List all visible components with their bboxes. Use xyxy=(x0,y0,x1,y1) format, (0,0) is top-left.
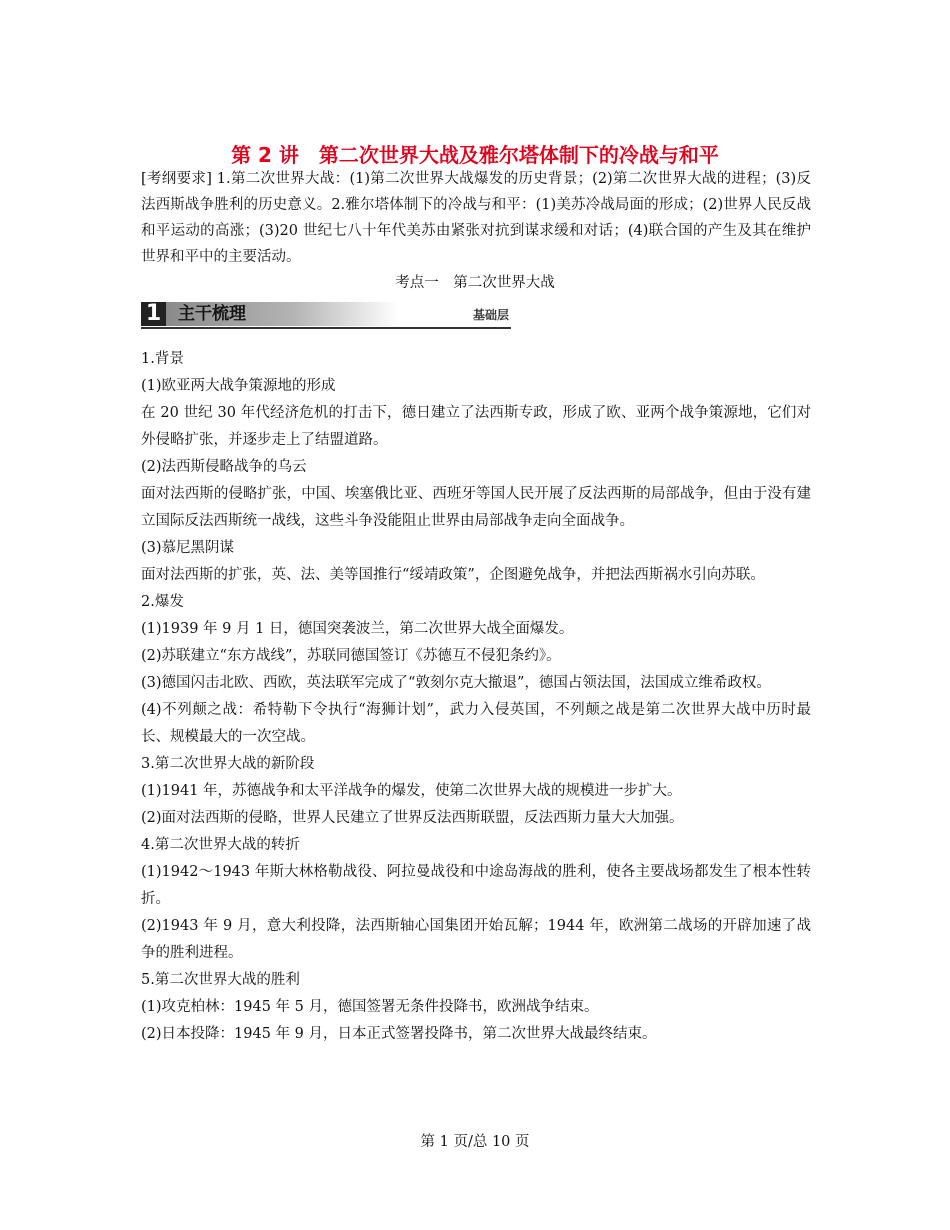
page-title: 第 2 讲 第二次世界大战及雅尔塔体制下的冷战与和平 xyxy=(231,143,719,167)
content-line: 面对法西斯的扩张，英、法、美等国推行“绥靖政策”，企图避免战争，并把法西斯祸水引向苏联。 xyxy=(141,567,765,583)
content-line: (1)1941 年，苏德战争和太平洋战争的爆发，使第二次世界大战的规模进一步扩大。 xyxy=(141,783,682,799)
content-line: 1.背景 xyxy=(141,351,184,367)
content-line: (4)不列颠之战：希特勒下令执行“海狮计划”，武力入侵英国，不列颠之战是第二次世界大战中历时最长、规模最大的一次空战。 xyxy=(141,702,811,745)
syllabus-requirements: [考纲要求] 1.第二次世界大战：(1)第二次世界大战爆发的历史背景；(2)第二次世界大战的进程；(3)反法西斯战争胜利的历史意义。2.雅尔塔体制下的冷战与和平：(1)美苏冷战局面的形成；(2)世界人民反战和平运动的高涨；(3)20 世纪七八十年代美苏由紧张对抗到谋求缓和对话；(4)联合国的产生及其在维护世界和平中的主要活动。 xyxy=(141,171,811,265)
content-line: (1)1939 年 9 月 1 日，德国突袭波兰，第二次世界大战全面爆发。 xyxy=(141,621,574,637)
content-line: (1)攻克柏林：1945 年 5 月，德国签署无条件投降书，欧洲战争结束。 xyxy=(141,999,599,1015)
content-line: (2)苏联建立“东方战线”，苏联同德国签订《苏德互不侵犯条约》。 xyxy=(141,648,561,664)
content-line: 3.第二次世界大战的新阶段 xyxy=(141,756,315,772)
content-line: (3)慕尼黑阴谋 xyxy=(141,540,235,556)
content-line: (1)1942～1943 年斯大林格勒战役、阿拉曼战役和中途岛海战的胜利，使各主要战场都发生了根本性转折。 xyxy=(141,864,811,907)
content-line: 在 20 世纪 30 年代经济危机的打击下，德日建立了法西斯专政，形成了欧、亚两个战争策源地，它们对外侵略扩张，并逐步走上了结盟道路。 xyxy=(141,405,811,448)
page-footer: 第 1 页/总 10 页 xyxy=(420,1134,530,1150)
section-banner xyxy=(141,300,511,330)
content-line: (1)欧亚两大战争策源地的形成 xyxy=(141,378,336,394)
content-line: (2)1943 年 9 月，意大利投降，法西斯轴心国集团开始瓦解；1944 年，欧洲第二战场的开辟加速了战争的胜利进程。 xyxy=(141,918,811,961)
main-content xyxy=(141,346,811,1048)
banner-level: 基础层 xyxy=(472,308,509,322)
content-line: (3)德国闪击北欧、西欧，英法联军完成了“敦刻尔克大撤退”，德国占领法国，法国成立维希政权。 xyxy=(141,675,771,691)
content-line: (2)日本投降：1945 年 9 月，日本正式签署投降书，第二次世界大战最终结束。 xyxy=(141,1026,657,1042)
content-line: 面对法西斯的侵略扩张，中国、埃塞俄比亚、西班牙等国人民开展了反法西斯的局部战争，但由于没有建立国际反法西斯统一战线，这些斗争没能阻止世界由局部战争走向全面战争。 xyxy=(141,486,811,529)
content-line: 2.爆发 xyxy=(141,594,184,610)
content-line: (2)面对法西斯的侵略，世界人民建立了世界反法西斯联盟，反法西斯力量大大加强。 xyxy=(141,810,684,826)
content-line: 4.第二次世界大战的转折 xyxy=(141,837,300,853)
content-line: 5.第二次世界大战的胜利 xyxy=(141,972,300,988)
content-line: (2)法西斯侵略战争的乌云 xyxy=(141,459,307,475)
banner-rule xyxy=(141,327,511,329)
banner-number: 1 xyxy=(141,302,166,326)
section-heading: 考点一 第二次世界大战 xyxy=(395,275,555,291)
banner-label: 主干梳理 xyxy=(178,304,246,324)
